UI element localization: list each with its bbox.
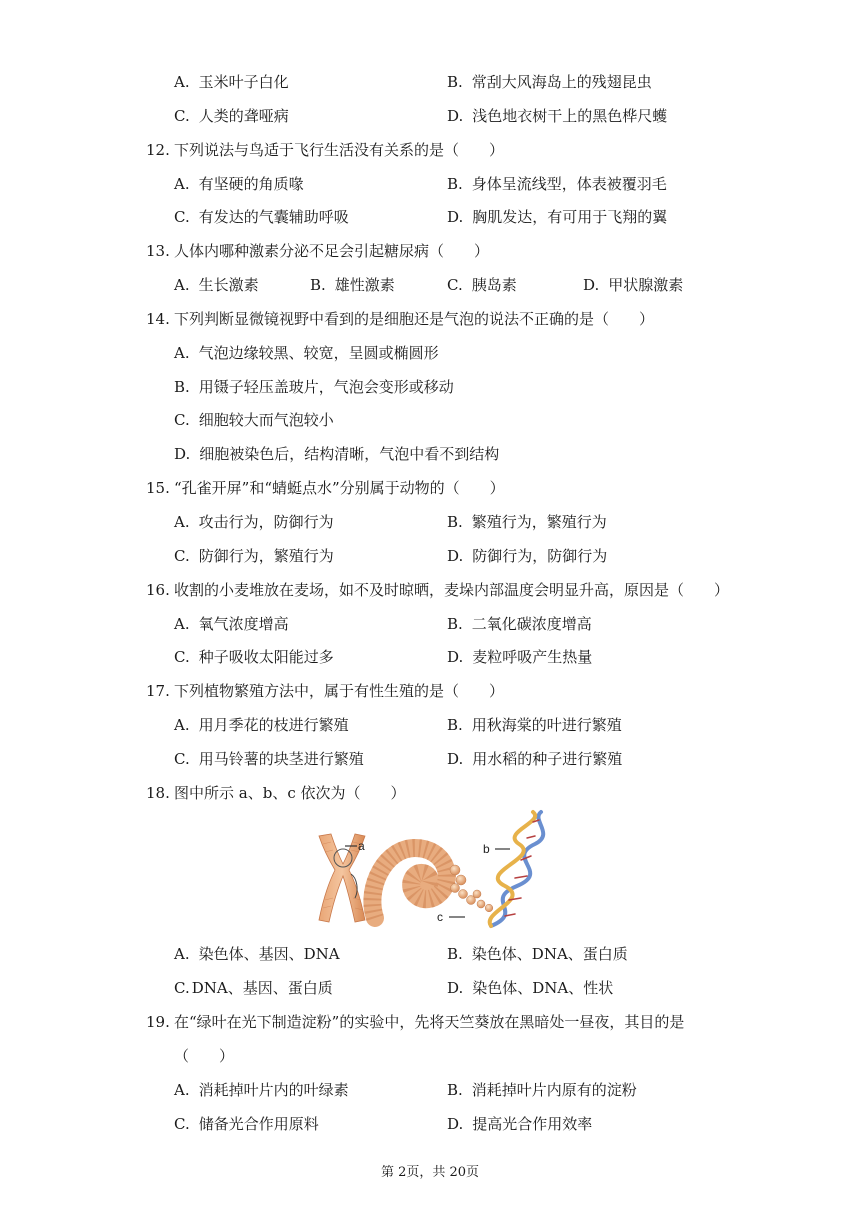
q15-stem: “孔雀开屏”和“蜻蜓点水”分别属于动物的（ ） (174, 479, 505, 497)
q18-number: 18. (146, 784, 170, 802)
dna-helix (490, 812, 544, 926)
q14-number: 14. (146, 310, 170, 328)
q14-option-c: C. 细胞较大而气泡较小 (174, 411, 334, 429)
q15-number: 15. (146, 479, 170, 497)
q18-option-c: C. DNA、基因、蛋白质 (174, 979, 333, 997)
nucleosome-beads (450, 865, 493, 912)
q17-option-c: C. 用马铃薯的块茎进行繁殖 (174, 750, 364, 768)
coiled-fiber (372, 848, 446, 918)
q19-option-c: C. 储备光合作用原料 (174, 1115, 319, 1133)
q14-option-a: A. 气泡边缘较黑、较宽，呈圆或椭圆形 (174, 344, 439, 362)
q12-option-b: B. 身体呈流线型，体表被覆羽毛 (447, 175, 667, 193)
q15-option-a: A. 攻击行为，防御行为 (174, 513, 334, 531)
q15-option-d: D. 防御行为，防御行为 (447, 547, 608, 565)
page-footer: 第 2页，共 20页 (380, 1165, 480, 1180)
q16-option-b: B. 二氧化碳浓度增高 (447, 615, 592, 633)
q12-stem: 下列说法与鸟适于飞行生活没有关系的是（ ） (174, 141, 505, 159)
q14-stem: 下列判断显微镜视野中看到的是细胞还是气泡的说法不正确的是（ ） (174, 310, 655, 328)
chromosome-dna-figure (305, 808, 555, 933)
q13-option-b: B. 雄性激素 (310, 276, 395, 294)
q12-option-c: C. 有发达的气囊辅助呼吸 (174, 208, 349, 226)
q13-stem: 人体内哪种激素分泌不足会引起糖尿病（ ） (174, 242, 490, 260)
q12-option-a: A. 有坚硬的角质喙 (174, 175, 304, 193)
q18-option-b: B. 染色体、DNA、蛋白质 (447, 945, 628, 963)
q17-option-d: D. 用水稻的种子进行繁殖 (447, 750, 623, 768)
q18-stem: 图中所示 a、b、c 依次为（ ） (174, 784, 406, 802)
q13-number: 13. (146, 242, 170, 260)
q18-option-d: D. 染色体、DNA、性状 (447, 979, 614, 997)
q16-stem: 收割的小麦堆放在麦场，如不及时晾晒，麦垛内部温度会明显升高，原因是（ ） (174, 581, 730, 599)
q11-option-b: B. 常刮大风海岛上的残翅昆虫 (447, 73, 652, 91)
q13-option-d: D. 甲状腺激素 (583, 276, 684, 294)
q11-option-a: A. 玉米叶子白化 (174, 73, 289, 91)
q19-option-d: D. 提高光合作用效率 (447, 1115, 593, 1133)
q19-option-b: B. 消耗掉叶片内原有的淀粉 (447, 1081, 637, 1099)
q12-option-d: D. 胸肌发达，有可用于飞翔的翼 (447, 208, 668, 226)
q15-option-b: B. 繁殖行为，繁殖行为 (447, 513, 607, 531)
q17-option-a: A. 用月季花的枝进行繁殖 (174, 716, 349, 734)
figure-label-c: c (437, 910, 443, 924)
q15-option-c: C. 防御行为，繁殖行为 (174, 547, 334, 565)
q14-option-d: D. 细胞被染色后，结构清晰，气泡中看不到结构 (174, 445, 500, 463)
figure-label-b: b (483, 842, 490, 856)
q19-option-a: A. 消耗掉叶片内的叶绿素 (174, 1081, 349, 1099)
q13-option-a: A. 生长激素 (174, 276, 259, 294)
q19-stem: 在“绿叶在光下制造淀粉”的实验中，先将天竺葵放在黑暗处一昼夜，其目的是 (174, 1013, 685, 1031)
q11-option-d: D. 浅色地衣树干上的黑色桦尺蠖 (447, 107, 668, 125)
q17-option-b: B. 用秋海棠的叶进行繁殖 (447, 716, 622, 734)
q11-option-c: C. 人类的聋哑病 (174, 107, 289, 125)
q19-stem-continued: （ ） (174, 1047, 235, 1065)
q17-number: 17. (146, 682, 170, 700)
q14-option-b: B. 用镊子轻压盖玻片，气泡会变形或移动 (174, 378, 454, 396)
q17-stem: 下列植物繁殖方法中，属于有性生殖的是（ ） (174, 682, 505, 700)
figure-label-a: a (358, 839, 365, 853)
q13-option-c: C. 胰岛素 (447, 276, 517, 294)
q16-option-a: A. 氧气浓度增高 (174, 615, 289, 633)
q19-number: 19. (146, 1013, 170, 1031)
q16-option-d: D. 麦粒呼吸产生热量 (447, 648, 593, 666)
q12-number: 12. (146, 141, 170, 159)
q16-number: 16. (146, 581, 170, 599)
q18-option-a: A. 染色体、基因、DNA (174, 945, 340, 963)
q16-option-c: C. 种子吸收太阳能过多 (174, 648, 334, 666)
